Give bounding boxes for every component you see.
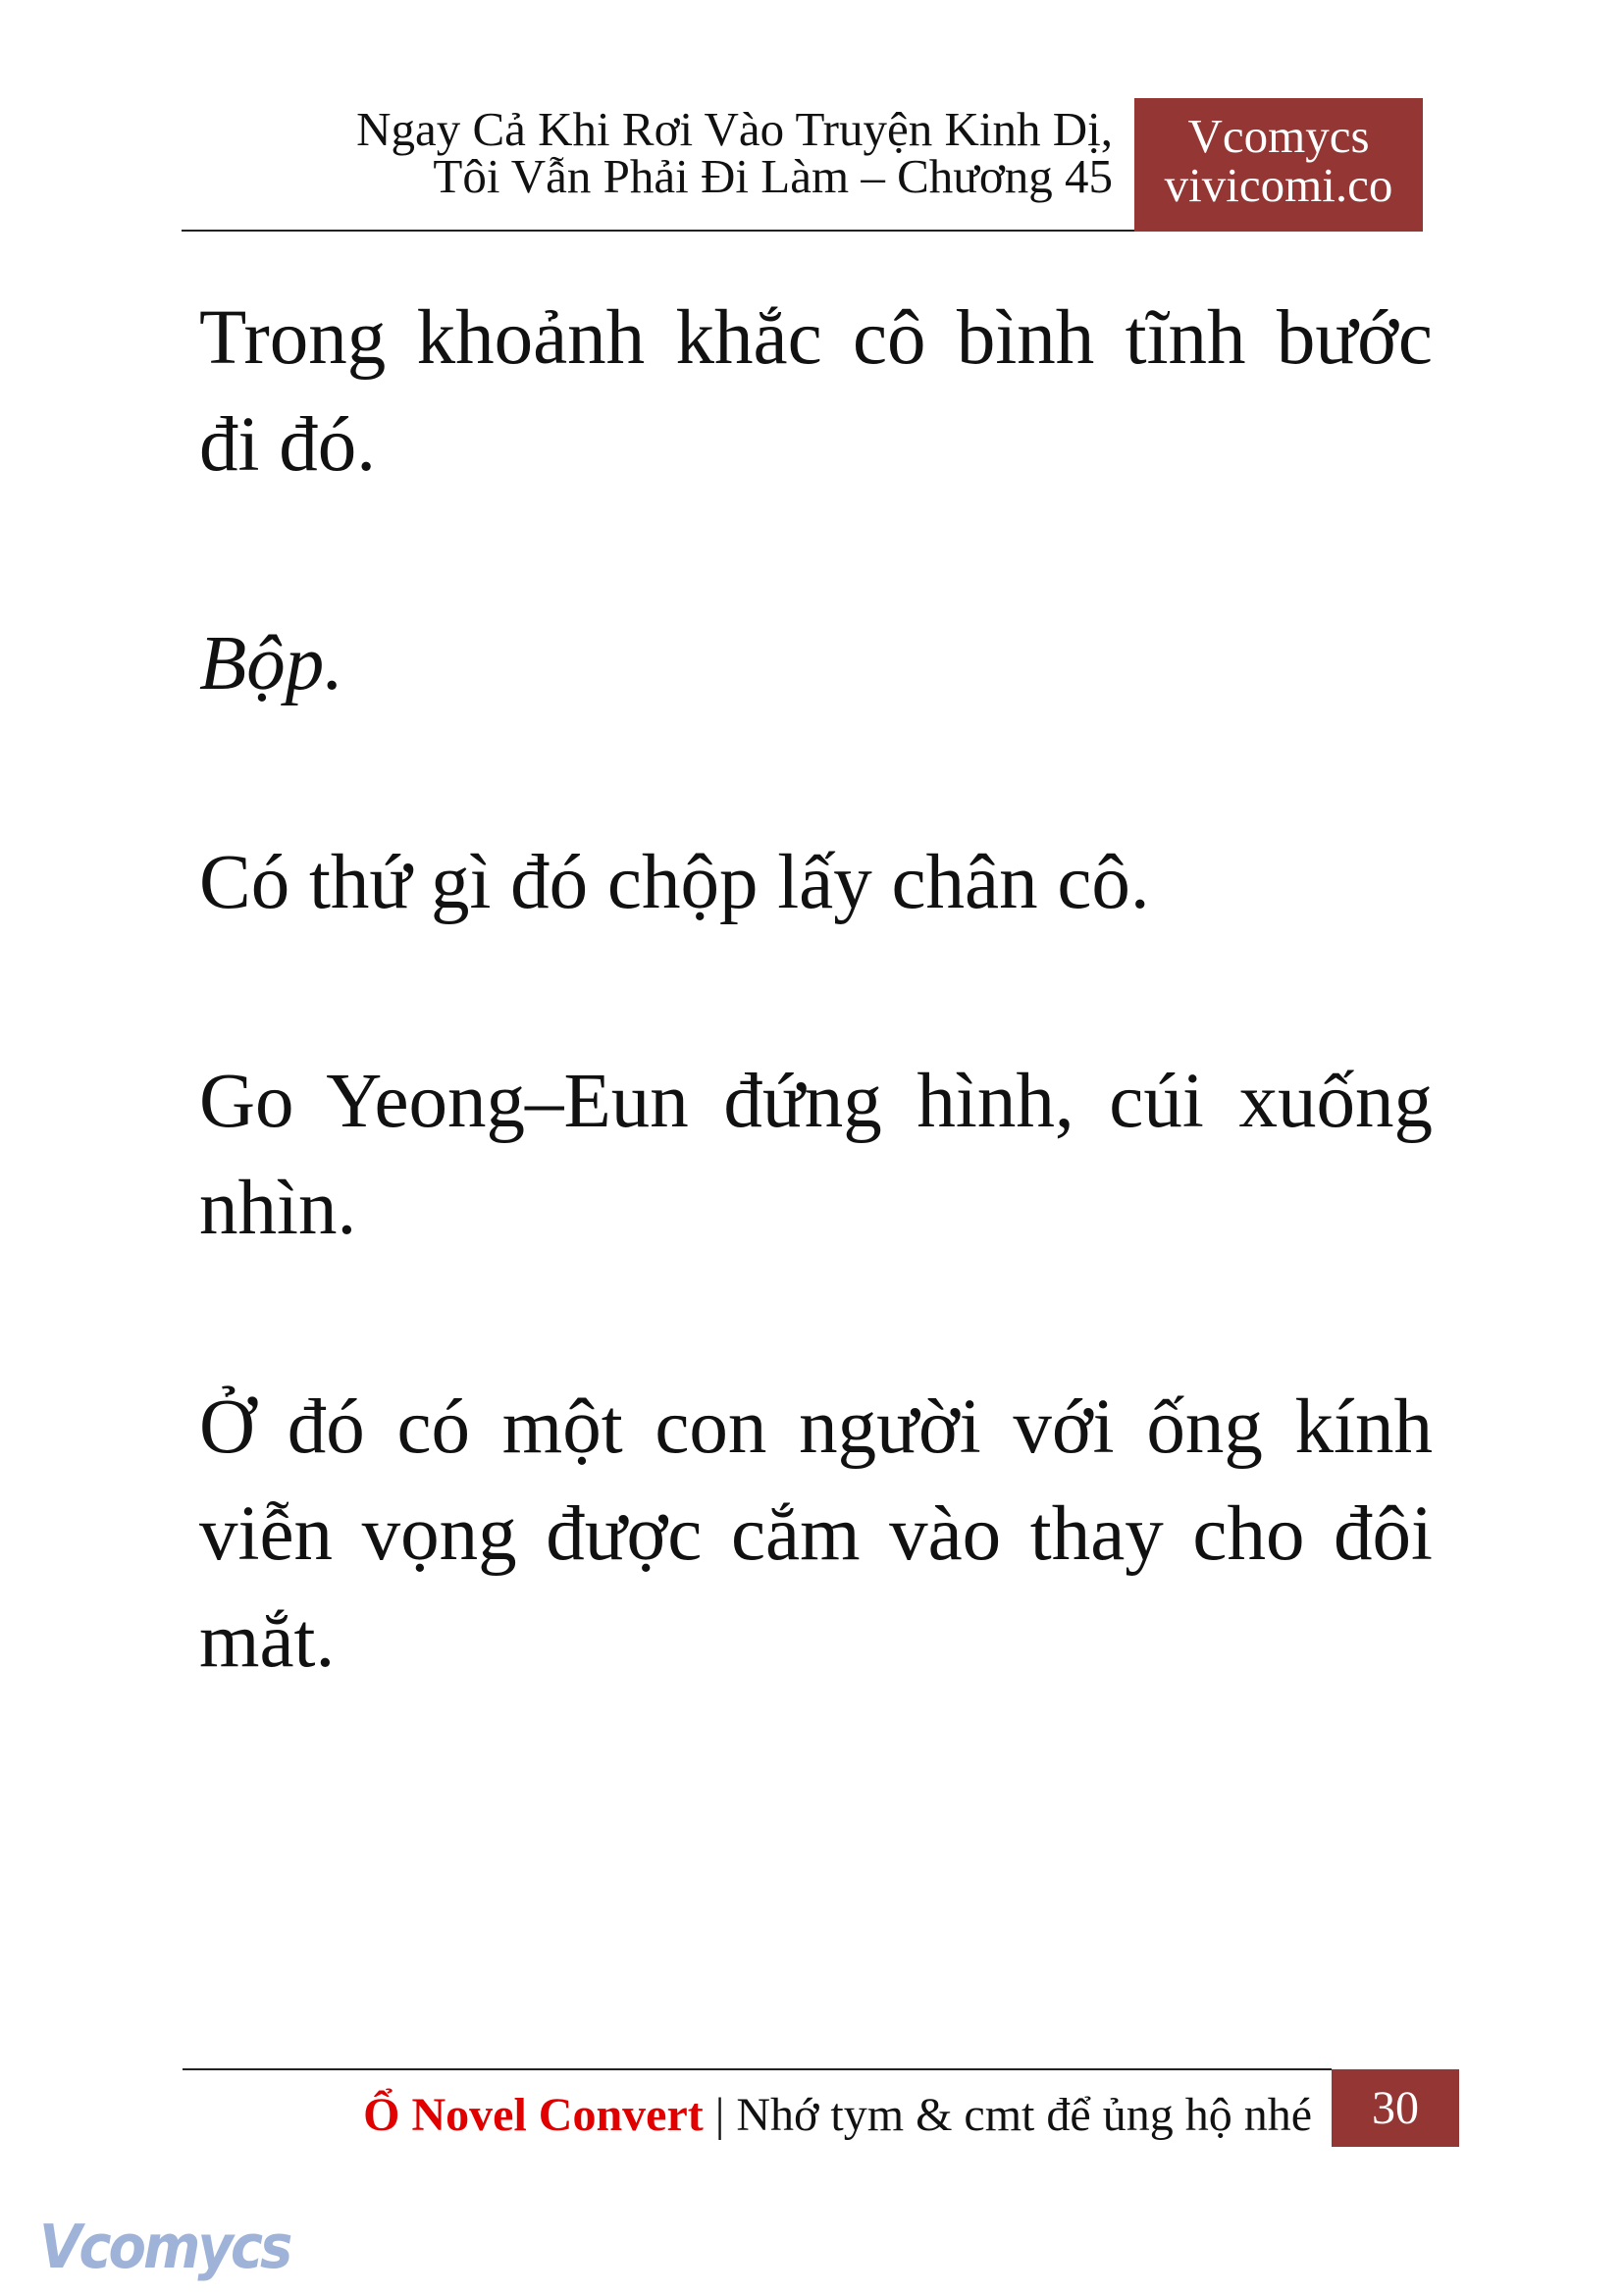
- footer-source: Ổ Novel Convert: [363, 2089, 704, 2141]
- footer-text: [363, 2088, 1312, 2143]
- brand-site: vivicomi.co: [1164, 158, 1393, 212]
- chapter-body: [199, 285, 1433, 1806]
- page-number: 30: [1332, 2069, 1459, 2147]
- chapter-title-line1: Ngay Cả Khi Rơi Vào Truyện Kinh Dị,: [356, 102, 1113, 156]
- chapter-title-line2: Tôi Vẫn Phải Đi Làm – Chương 45: [433, 149, 1113, 203]
- paragraph: Go Yeong–Eun đứng hình, cúi xuống nhìn.: [199, 1059, 1433, 1251]
- paragraph: Ở đó có một con người với ống kính viễn vọng được cắm vào thay cho đôi mắt.: [199, 1384, 1433, 1684]
- paragraph: Có thứ gì đó chộp lấy chân cô.: [199, 840, 1150, 925]
- footer-separator: |: [714, 2089, 725, 2141]
- footer-message: Nhớ tym & cmt để ủng hộ nhé: [736, 2089, 1312, 2141]
- paragraph: Trong khoảnh khắc cô bình tĩnh bước đi đó.: [199, 295, 1433, 488]
- footer-divider: [183, 2068, 1332, 2070]
- header-divider: [182, 230, 1134, 232]
- brand-box: [1134, 98, 1423, 232]
- paragraph: Bộp.: [199, 621, 344, 706]
- chapter-title: [356, 102, 1113, 203]
- watermark-logo: Vcomycs: [39, 2212, 290, 2283]
- brand-name: Vcomycs: [1187, 109, 1370, 163]
